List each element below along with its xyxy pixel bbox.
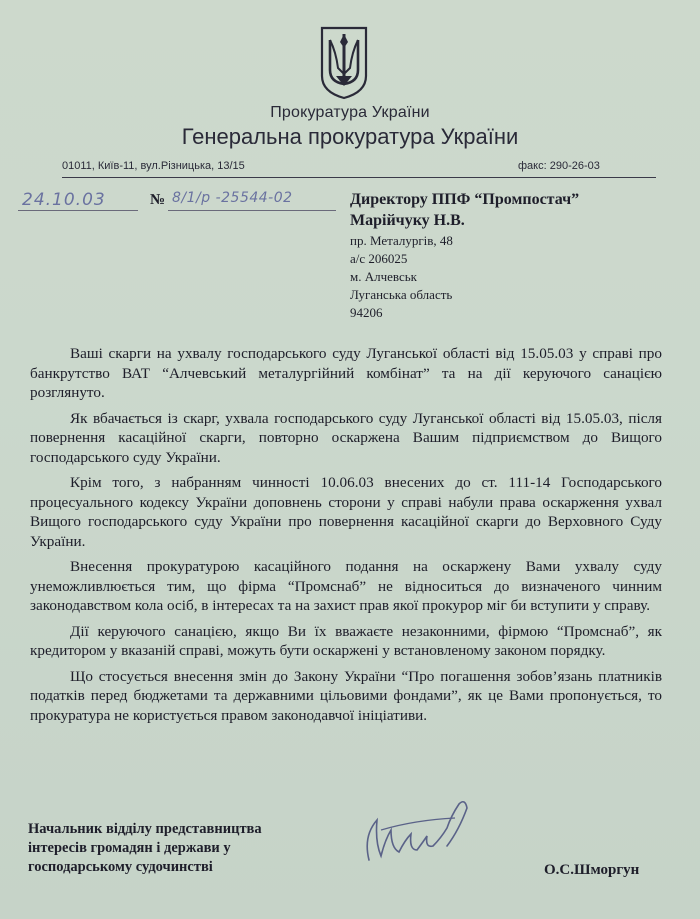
signatory-position	[28, 820, 262, 877]
recipient-address-line: Луганська область	[350, 287, 453, 302]
letter-body	[30, 344, 662, 731]
org-name-secondary: Генеральна прокуратура України	[181, 124, 519, 149]
signatory-position-line: господарському судочинстві	[28, 859, 213, 875]
recipient-name: Марійчуку Н.В.	[350, 212, 465, 229]
registration-number-label: №	[150, 192, 166, 208]
handwritten-signature-icon	[355, 790, 475, 870]
signatory-name: О.С.Шморгун	[544, 862, 640, 878]
recipient-block	[350, 190, 579, 322]
header-divider	[62, 177, 656, 178]
trident-emblem-icon	[318, 24, 370, 100]
body-paragraph: Ваші скарги на ухвалу господарського суду Луганської області від 15.05.03 у справі про банкрутство ВАТ “Алчевський металургійний комбінат” та на дії керуючого санацією розглянуто.	[30, 345, 662, 401]
body-paragraph: Як вбачається із скарг, ухвала господарського суду Луганської області від 15.05.03, після повернення касаційної скарги, повторно оскаржена Вашим підприємством до Вищого господарського суду України.	[30, 409, 662, 466]
body-paragraph: Крім того, з набранням чинності 10.06.03 внесених до ст. 111-14 Господарського процесуального кодексу України доповнень сторони у справі набули права оскарження ухвал Вищого господарського суду України про повернення касаційної скарги до Верховного Суду України.	[30, 474, 662, 550]
recipient-address-line: пр. Металургів, 48	[350, 233, 453, 248]
recipient-address-line: 94206	[350, 305, 383, 320]
date-underline	[18, 210, 138, 211]
registration-date: 24.10.03	[22, 190, 106, 210]
body-paragraph: Дії керуючого санацією, якщо Ви їх вважаєте незаконними, фірмою “Промснаб”, як кредитором у вказаній справі, можуть бути оскаржені у встановленому законом порядку.	[30, 622, 662, 659]
signatory-position-line: Начальник відділу представництва	[28, 821, 262, 837]
org-address: 01011, Київ-11, вул.Різницька, 13/15	[62, 160, 245, 172]
org-fax: факс: 290-26-03	[518, 160, 600, 172]
signatory-position-line: інтересів громадян і держави у	[28, 840, 231, 856]
registration-number: 8/1/р -25544-02	[172, 190, 293, 206]
recipient-address-line: м. Алчевськ	[350, 269, 417, 284]
recipient-address-line: а/с 206025	[350, 251, 408, 266]
recipient-title: Директору ППФ “Промпостач”	[350, 191, 580, 208]
number-underline	[168, 210, 336, 211]
body-paragraph: Що стосується внесення змін до Закону України “Про погашення зобов’язань платників податків перед бюджетами та державними цільовими фондами”, як це Вами пропонується, то прокуратура не користується правом законодавчої ініціативи.	[30, 667, 662, 724]
org-name-primary: Прокуратура України	[270, 104, 430, 121]
body-paragraph: Внесення прокуратурою касаційного подання на оскаржену Вами ухвалу суду унеможливлюється тим, що фірма “Промснаб” не відноситься до визначеного чинним законодавством кола осіб, в інтересах та на захист прав якої прокурор міг би вступити у справу.	[30, 558, 662, 614]
